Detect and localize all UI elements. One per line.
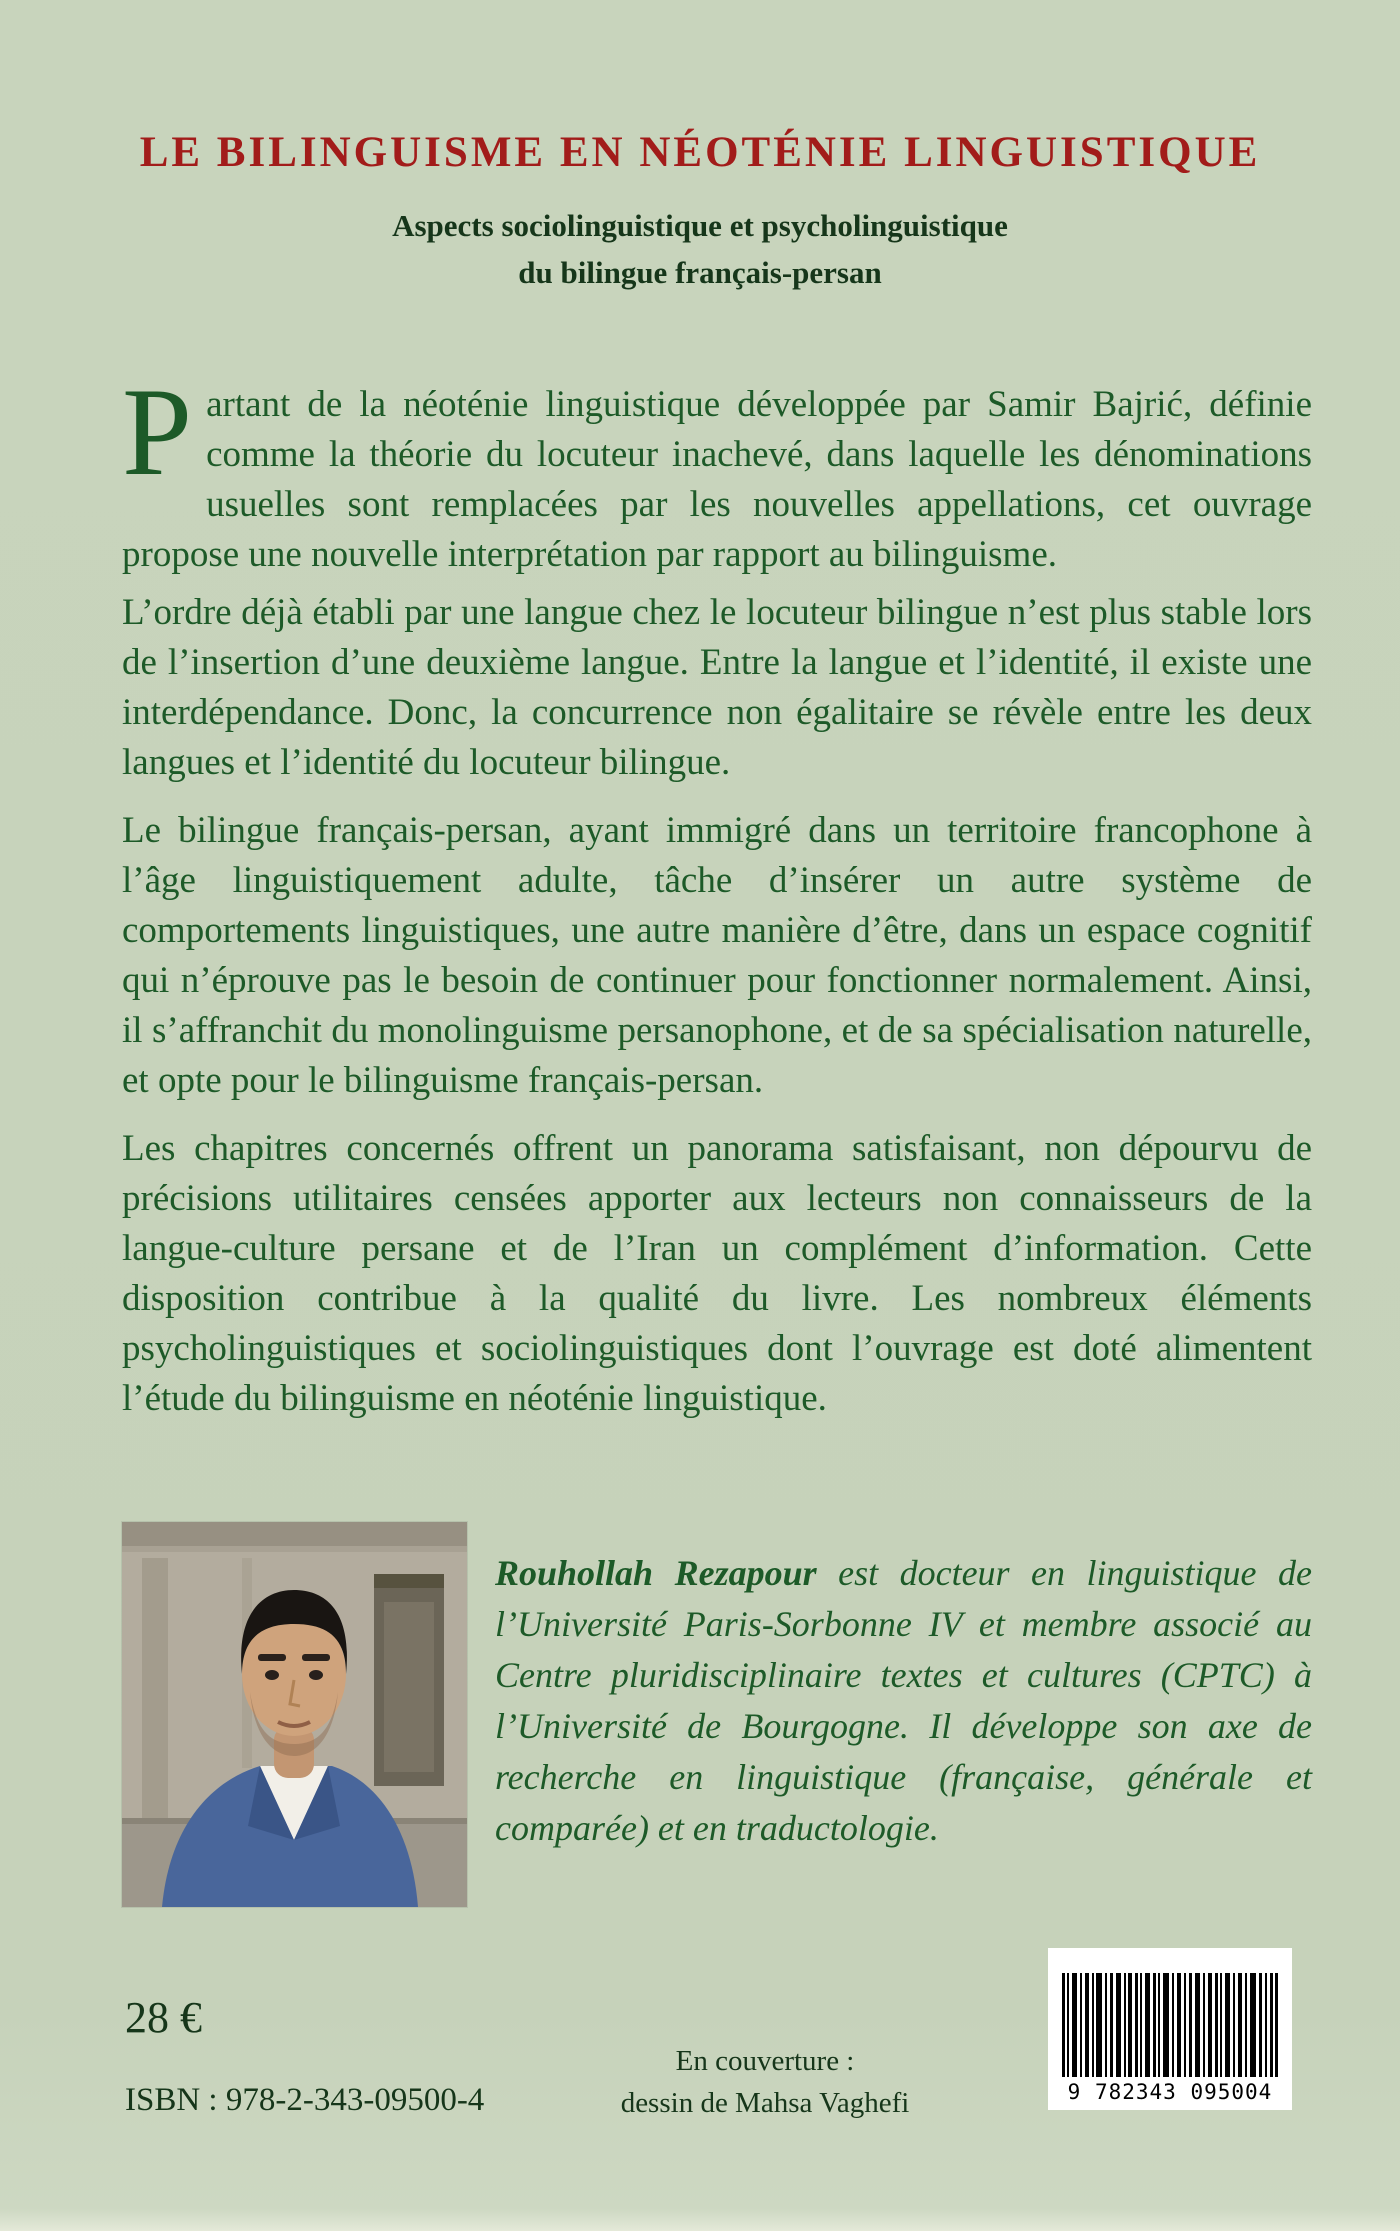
synopsis-paragraph-4: Les chapitres concernés offrent un panorama satisfaisant, non dépourvu de précisions utilitaires censées apporter aux lecteurs non connaisseurs de la langue-culture persane et de l’Iran un complément d’information. Cette disposition contribue à la qualité du livre. Les nombreux éléments psycholinguistiques et sociolinguistiques dont l’ouvrage est doté alimentent l’étude du bilinguisme en néoténie linguistique. (122, 1128, 1312, 1419)
author-photo (122, 1522, 467, 1907)
barcode-number: 9 782343 095004 (1067, 2080, 1273, 2104)
header-block (0, 0, 1400, 296)
book-title: LE BILINGUISME EN NÉOTÉNIE LINGUISTIQUE (139, 129, 1261, 176)
isbn-label: ISBN : 978-2-343-09500-4 (125, 2082, 485, 2118)
author-bio-text: est docteur en linguistique de l’Université Paris-Sorbonne IV et membre associé au Centre pluridisciplinaire textes et cultures (CPTC) à l’Université de Bourgogne. Il développe son axe de recherche en linguistique (française, générale et comparée) et en traductologie. (495, 1553, 1312, 1848)
barcode-bars (1062, 1973, 1278, 2077)
cover-credit-line-2: dessin de Mahsa Vaghefi (620, 2087, 910, 2120)
author-name: Rouhollah Rezapour (495, 1553, 817, 1593)
subtitle-line-1: Aspects sociolinguistique et psycholinguistique (392, 208, 1008, 243)
synopsis-paragraph-1 (122, 363, 1312, 580)
cover-credit (490, 2040, 1040, 2124)
synopsis-paragraph-2: L’ordre déjà établi par une langue chez le locuteur bilingue n’est plus stable lors de l’insertion d’une deuxième langue. Entre la langue et l’identité, il existe une interdépendance. Donc, la concurrence non égalitaire se révèle entre les deux langues et l’identité du locuteur bilingue. (122, 592, 1312, 783)
synopsis (122, 363, 1312, 1424)
drop-cap: P (122, 363, 193, 502)
author-bio (495, 1522, 1312, 1854)
barcode (1048, 1948, 1292, 2110)
price-label: 28 € (125, 1993, 202, 2042)
book-subtitle (0, 203, 1400, 296)
synopsis-paragraph-1-text: artant de la néoténie linguistique développée par Samir Bajrić, définie comme la théorie du locuteur inachevé, dans laquelle les dénominations usuelles sont remplacées par les nouvelles appellations, cet ouvrage propose une nouvelle interprétation par rapport au bilinguisme. (122, 384, 1312, 575)
subtitle-line-2: du bilingue français-persan (518, 254, 882, 290)
author-photo-image (122, 1522, 467, 1907)
author-section (122, 1522, 1312, 1907)
cover-credit-line-1: En couverture : (675, 2045, 855, 2077)
synopsis-paragraph-3: Le bilingue français-persan, ayant immigré dans un territoire francophone à l’âge linguistiquement adulte, tâche d’insérer un autre système de comportements linguistiques, une autre manière d’être, dans un espace cognitif qui n’éprouve pas le besoin de continuer pour fonctionner normalement. Ainsi, il s’affranchit du monolinguisme persanophone, et de sa spécialisation naturelle, et opte pour le bilinguisme français-persan. (122, 810, 1312, 1101)
